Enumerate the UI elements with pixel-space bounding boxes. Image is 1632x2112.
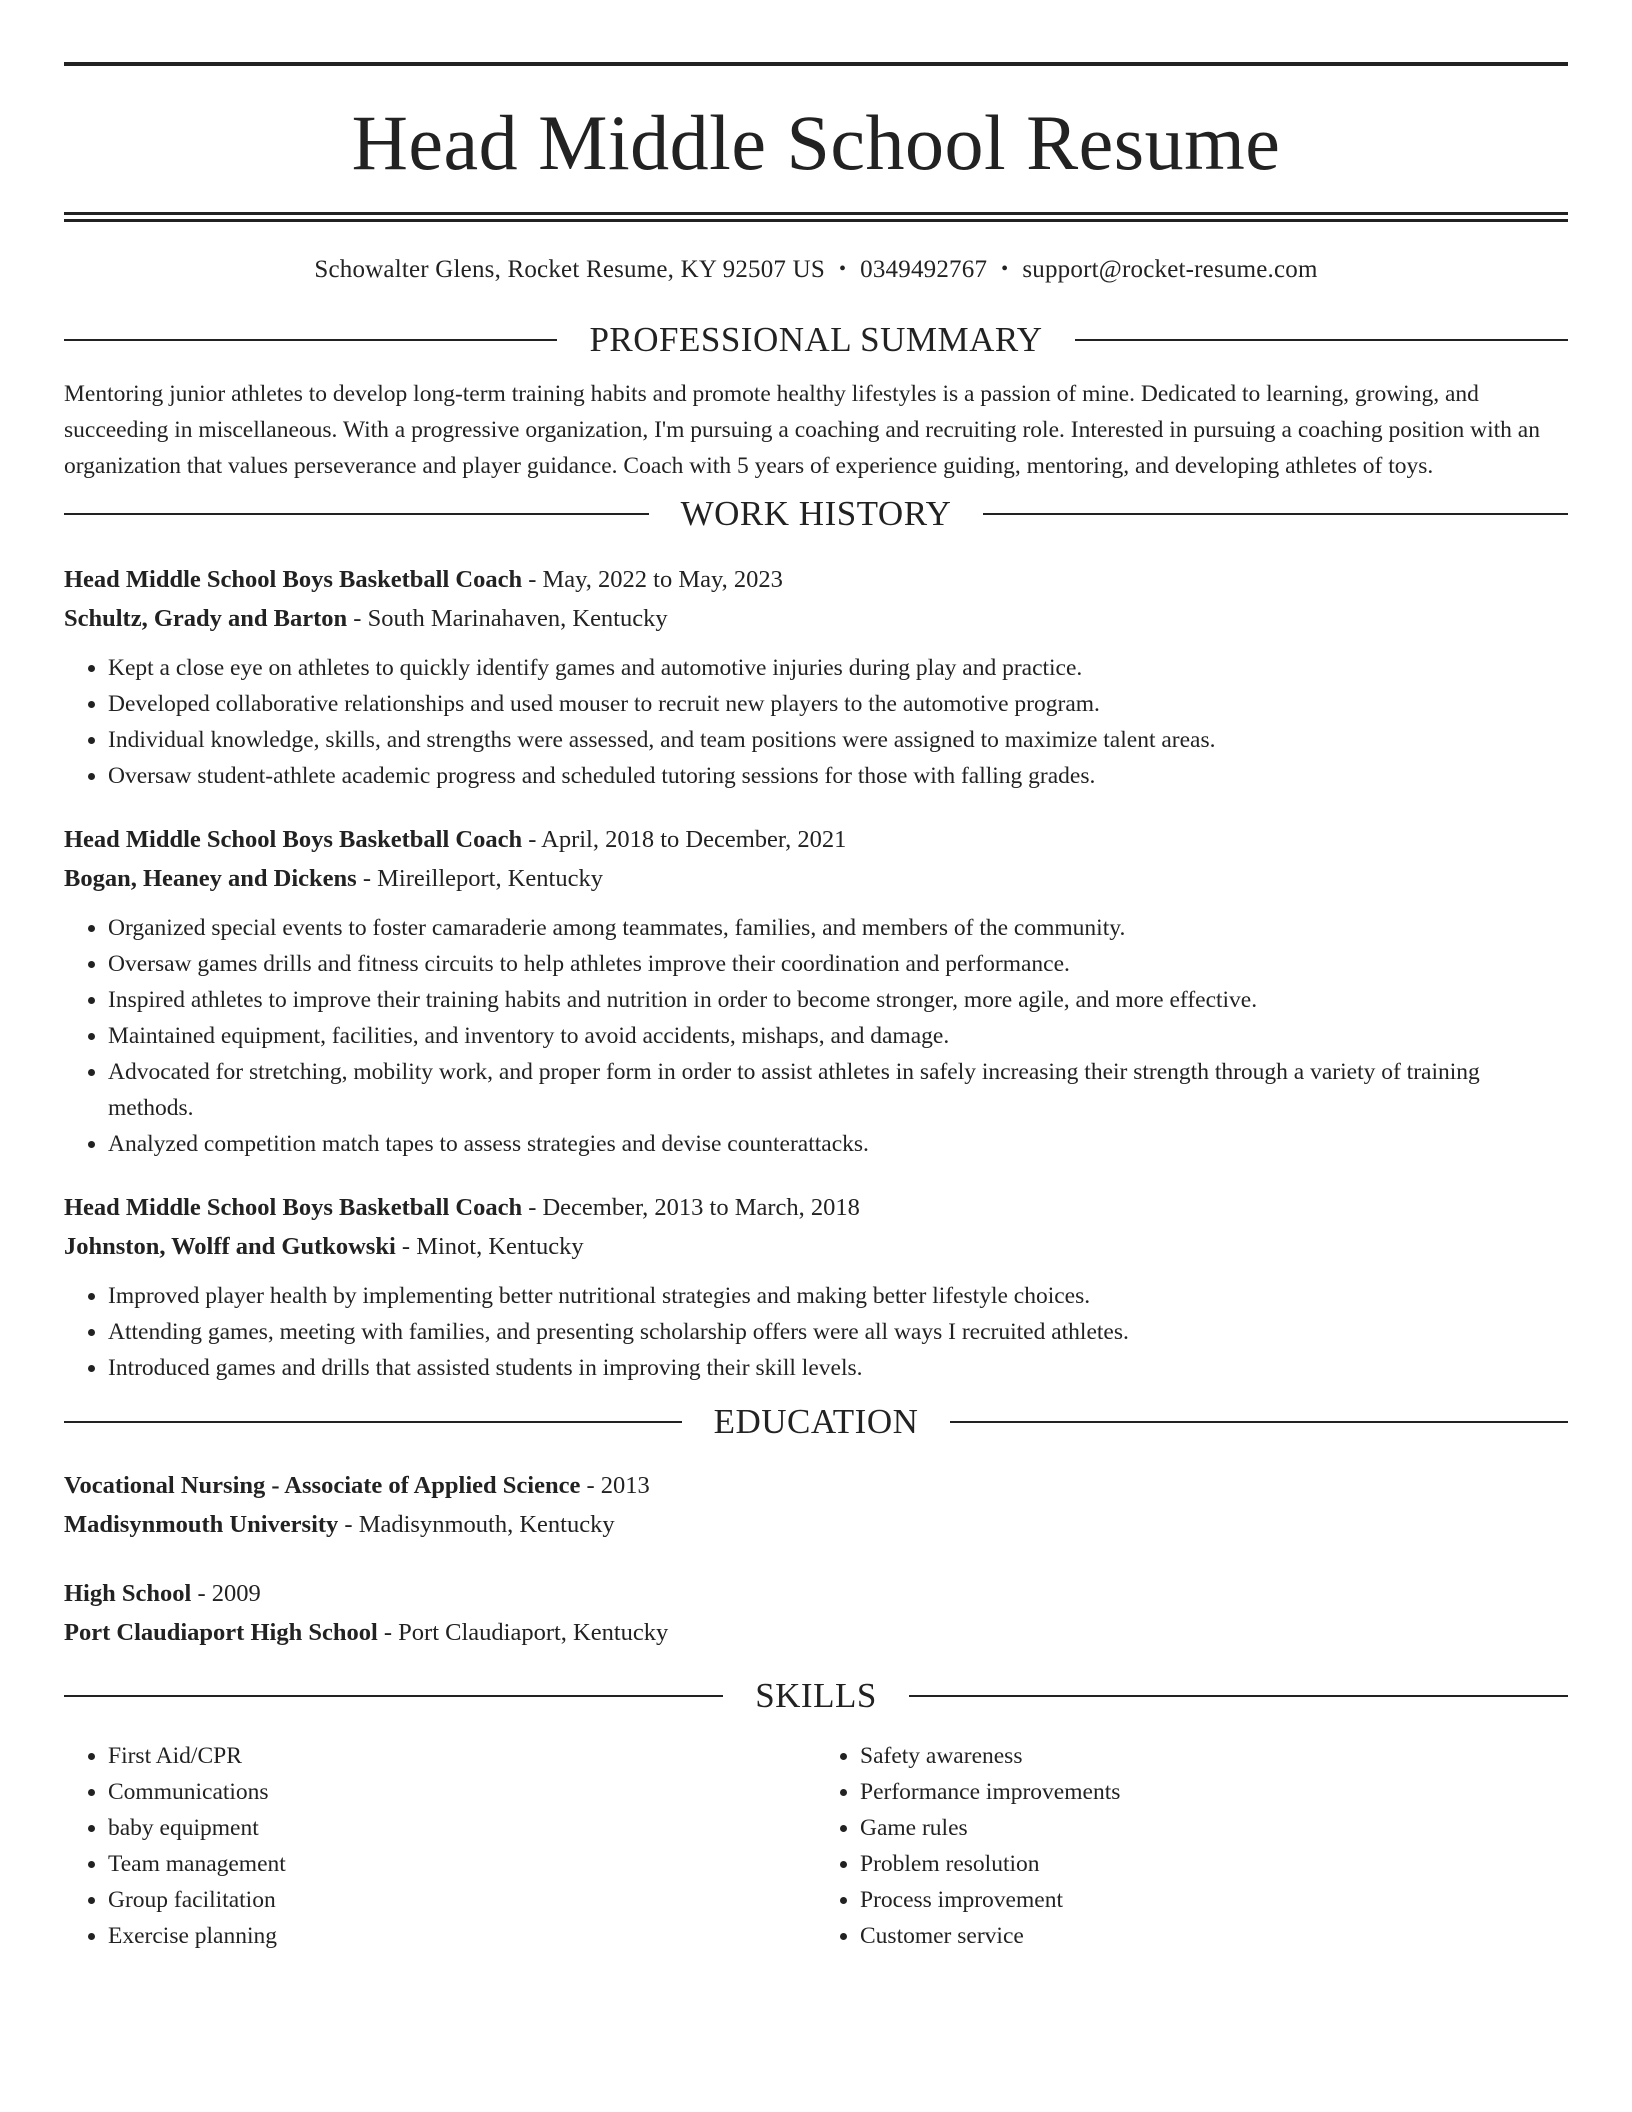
job-bullet: • Analyzed competition match tapes to assess strategies and devise counterattacks. (108, 1126, 1568, 1162)
contact-email: support@rocket-resume.com (1022, 256, 1318, 283)
skill-item: • Customer service (860, 1918, 1568, 1954)
skills-grid (64, 1726, 1568, 1954)
job-dates: - April, 2018 to December, 2021 (522, 826, 847, 853)
job-company: Bogan, Heaney and Dickens (64, 865, 357, 892)
job-company-line (64, 599, 1568, 638)
job-title-line (64, 820, 1568, 859)
education-location: - Port Claudiaport, Kentucky (377, 1619, 669, 1646)
job-location: - South Marinahaven, Kentucky (347, 605, 668, 632)
contact-line (64, 256, 1568, 284)
job-bullet: • Oversaw student-athlete academic progress and scheduled tutoring sessions for those with falling grades. (108, 758, 1568, 794)
work-history-list (64, 560, 1568, 1386)
education-school-line (64, 1505, 1568, 1544)
job-bullets (64, 1278, 1568, 1386)
section-heading-education (64, 1402, 1568, 1442)
education-year: - 2009 (191, 1580, 261, 1607)
skill-item: • Safety awareness (860, 1738, 1568, 1774)
section-title: WORK HISTORY (680, 494, 952, 533)
job-bullet: • Improved player health by implementing better nutritional strategies and making better lifestyle choices. (108, 1278, 1568, 1314)
education-degree: High School (64, 1580, 192, 1607)
skill-item: • Group facilitation (108, 1882, 816, 1918)
contact-phone: 0349492767 (860, 256, 988, 283)
skill-item: • Exercise planning (108, 1918, 816, 1954)
section-title: PROFESSIONAL SUMMARY (589, 320, 1043, 359)
skill-item: • First Aid/CPR (108, 1738, 816, 1774)
heading-rule (64, 339, 557, 341)
job-dates: - December, 2013 to March, 2018 (522, 1194, 860, 1221)
job-bullet: • Kept a close eye on athletes to quickly identify games and automotive injuries during play and practice. (108, 650, 1568, 686)
job-entry (64, 820, 1568, 1162)
section-heading-work-history (64, 494, 1568, 534)
contact-separator: • (838, 258, 847, 280)
job-location: - Mireilleport, Kentucky (356, 865, 603, 892)
skill-item: • Performance improvements (860, 1774, 1568, 1810)
job-bullet: • Introduced games and drills that assisted students in improving their skill levels. (108, 1350, 1568, 1386)
skills-column-left (64, 1738, 816, 1954)
job-company-line (64, 1227, 1568, 1266)
job-bullet: • Maintained equipment, facilities, and inventory to avoid accidents, mishaps, and damage. (108, 1018, 1568, 1054)
skill-item: • Process improvement (860, 1882, 1568, 1918)
contact-address: Schowalter Glens, Rocket Resume, KY 92507 US (314, 256, 825, 283)
section-heading-skills (64, 1676, 1568, 1716)
education-degree-line (64, 1574, 1568, 1613)
heading-rule (983, 513, 1568, 515)
job-title: Head Middle School Boys Basketball Coach (64, 566, 523, 593)
education-location: - Madisynmouth, Kentucky (338, 1511, 615, 1538)
job-dates: - May, 2022 to May, 2023 (522, 566, 783, 593)
skills-column-right (816, 1738, 1568, 1954)
job-entry (64, 560, 1568, 794)
education-list (64, 1466, 1568, 1652)
skill-item: • Game rules (860, 1810, 1568, 1846)
job-company: Schultz, Grady and Barton (64, 605, 348, 632)
resume-title: Head Middle School Resume (351, 99, 1281, 186)
job-bullet: • Oversaw games drills and fitness circuits to help athletes improve their coordination and performance. (108, 946, 1568, 982)
job-bullet: • Attending games, meeting with families, and presenting scholarship offers were all ways I recruited athletes. (108, 1314, 1568, 1350)
top-rule (64, 62, 1568, 66)
skill-item: • Problem resolution (860, 1846, 1568, 1882)
heading-rule (64, 513, 649, 515)
job-title: Head Middle School Boys Basketball Coach (64, 1194, 523, 1221)
education-degree: Vocational Nursing - Associate of Applied Science (64, 1472, 581, 1499)
contact-separator: • (1001, 258, 1009, 280)
section-heading-summary (64, 320, 1568, 360)
heading-rule (1075, 339, 1568, 341)
job-company-line (64, 859, 1568, 898)
skill-item: • Communications (108, 1774, 816, 1810)
skill-item: • baby equipment (108, 1810, 816, 1846)
job-bullet: • Developed collaborative relationships and used mouser to recruit new players to the automotive program. (108, 686, 1568, 722)
job-bullets (64, 650, 1568, 794)
job-location: - Minot, Kentucky (395, 1233, 584, 1260)
title-double-rule (64, 212, 1568, 222)
job-company: Johnston, Wolff and Gutkowski (64, 1233, 396, 1260)
job-title-line (64, 560, 1568, 599)
section-title: SKILLS (755, 1676, 877, 1715)
section-title: EDUCATION (713, 1402, 919, 1441)
job-bullet: • Organized special events to foster camaraderie among teammates, families, and members of the community. (108, 910, 1568, 946)
education-school: Port Claudiaport High School (64, 1619, 378, 1646)
education-year: - 2013 (580, 1472, 650, 1499)
summary-text: Mentoring junior athletes to develop long-term training habits and promote healthy lifestyles is a passion of mine. Dedicated to learning, growing, and succeeding in miscellaneous. With a progressive organization, I'm pursuing a coaching and recruiting role. Interested in pursuing a coaching position with an organization that values perseverance and player guidance. Coach with 5 years of experience guiding, mentoring, and developing athletes of toys. (64, 381, 1540, 479)
education-entry (64, 1466, 1568, 1544)
job-bullets (64, 910, 1568, 1162)
job-entry (64, 1188, 1568, 1386)
education-degree-line (64, 1466, 1568, 1505)
heading-rule (909, 1695, 1568, 1697)
job-title-line (64, 1188, 1568, 1227)
job-bullet: • Inspired athletes to improve their training habits and nutrition in order to become stronger, more agile, and more effective. (108, 982, 1568, 1018)
education-school-line (64, 1613, 1568, 1652)
skill-item: • Team management (108, 1846, 816, 1882)
job-title: Head Middle School Boys Basketball Coach (64, 826, 523, 853)
education-entry (64, 1574, 1568, 1652)
job-bullet: • Advocated for stretching, mobility work, and proper form in order to assist athletes in safely increasing their strength through a variety of training methods. (108, 1054, 1568, 1126)
heading-rule (64, 1695, 723, 1697)
job-bullet: • Individual knowledge, skills, and strengths were assessed, and team positions were assigned to maximize talent areas. (108, 722, 1568, 758)
heading-rule (950, 1421, 1568, 1423)
education-school: Madisynmouth University (64, 1511, 339, 1538)
heading-rule (64, 1421, 682, 1423)
